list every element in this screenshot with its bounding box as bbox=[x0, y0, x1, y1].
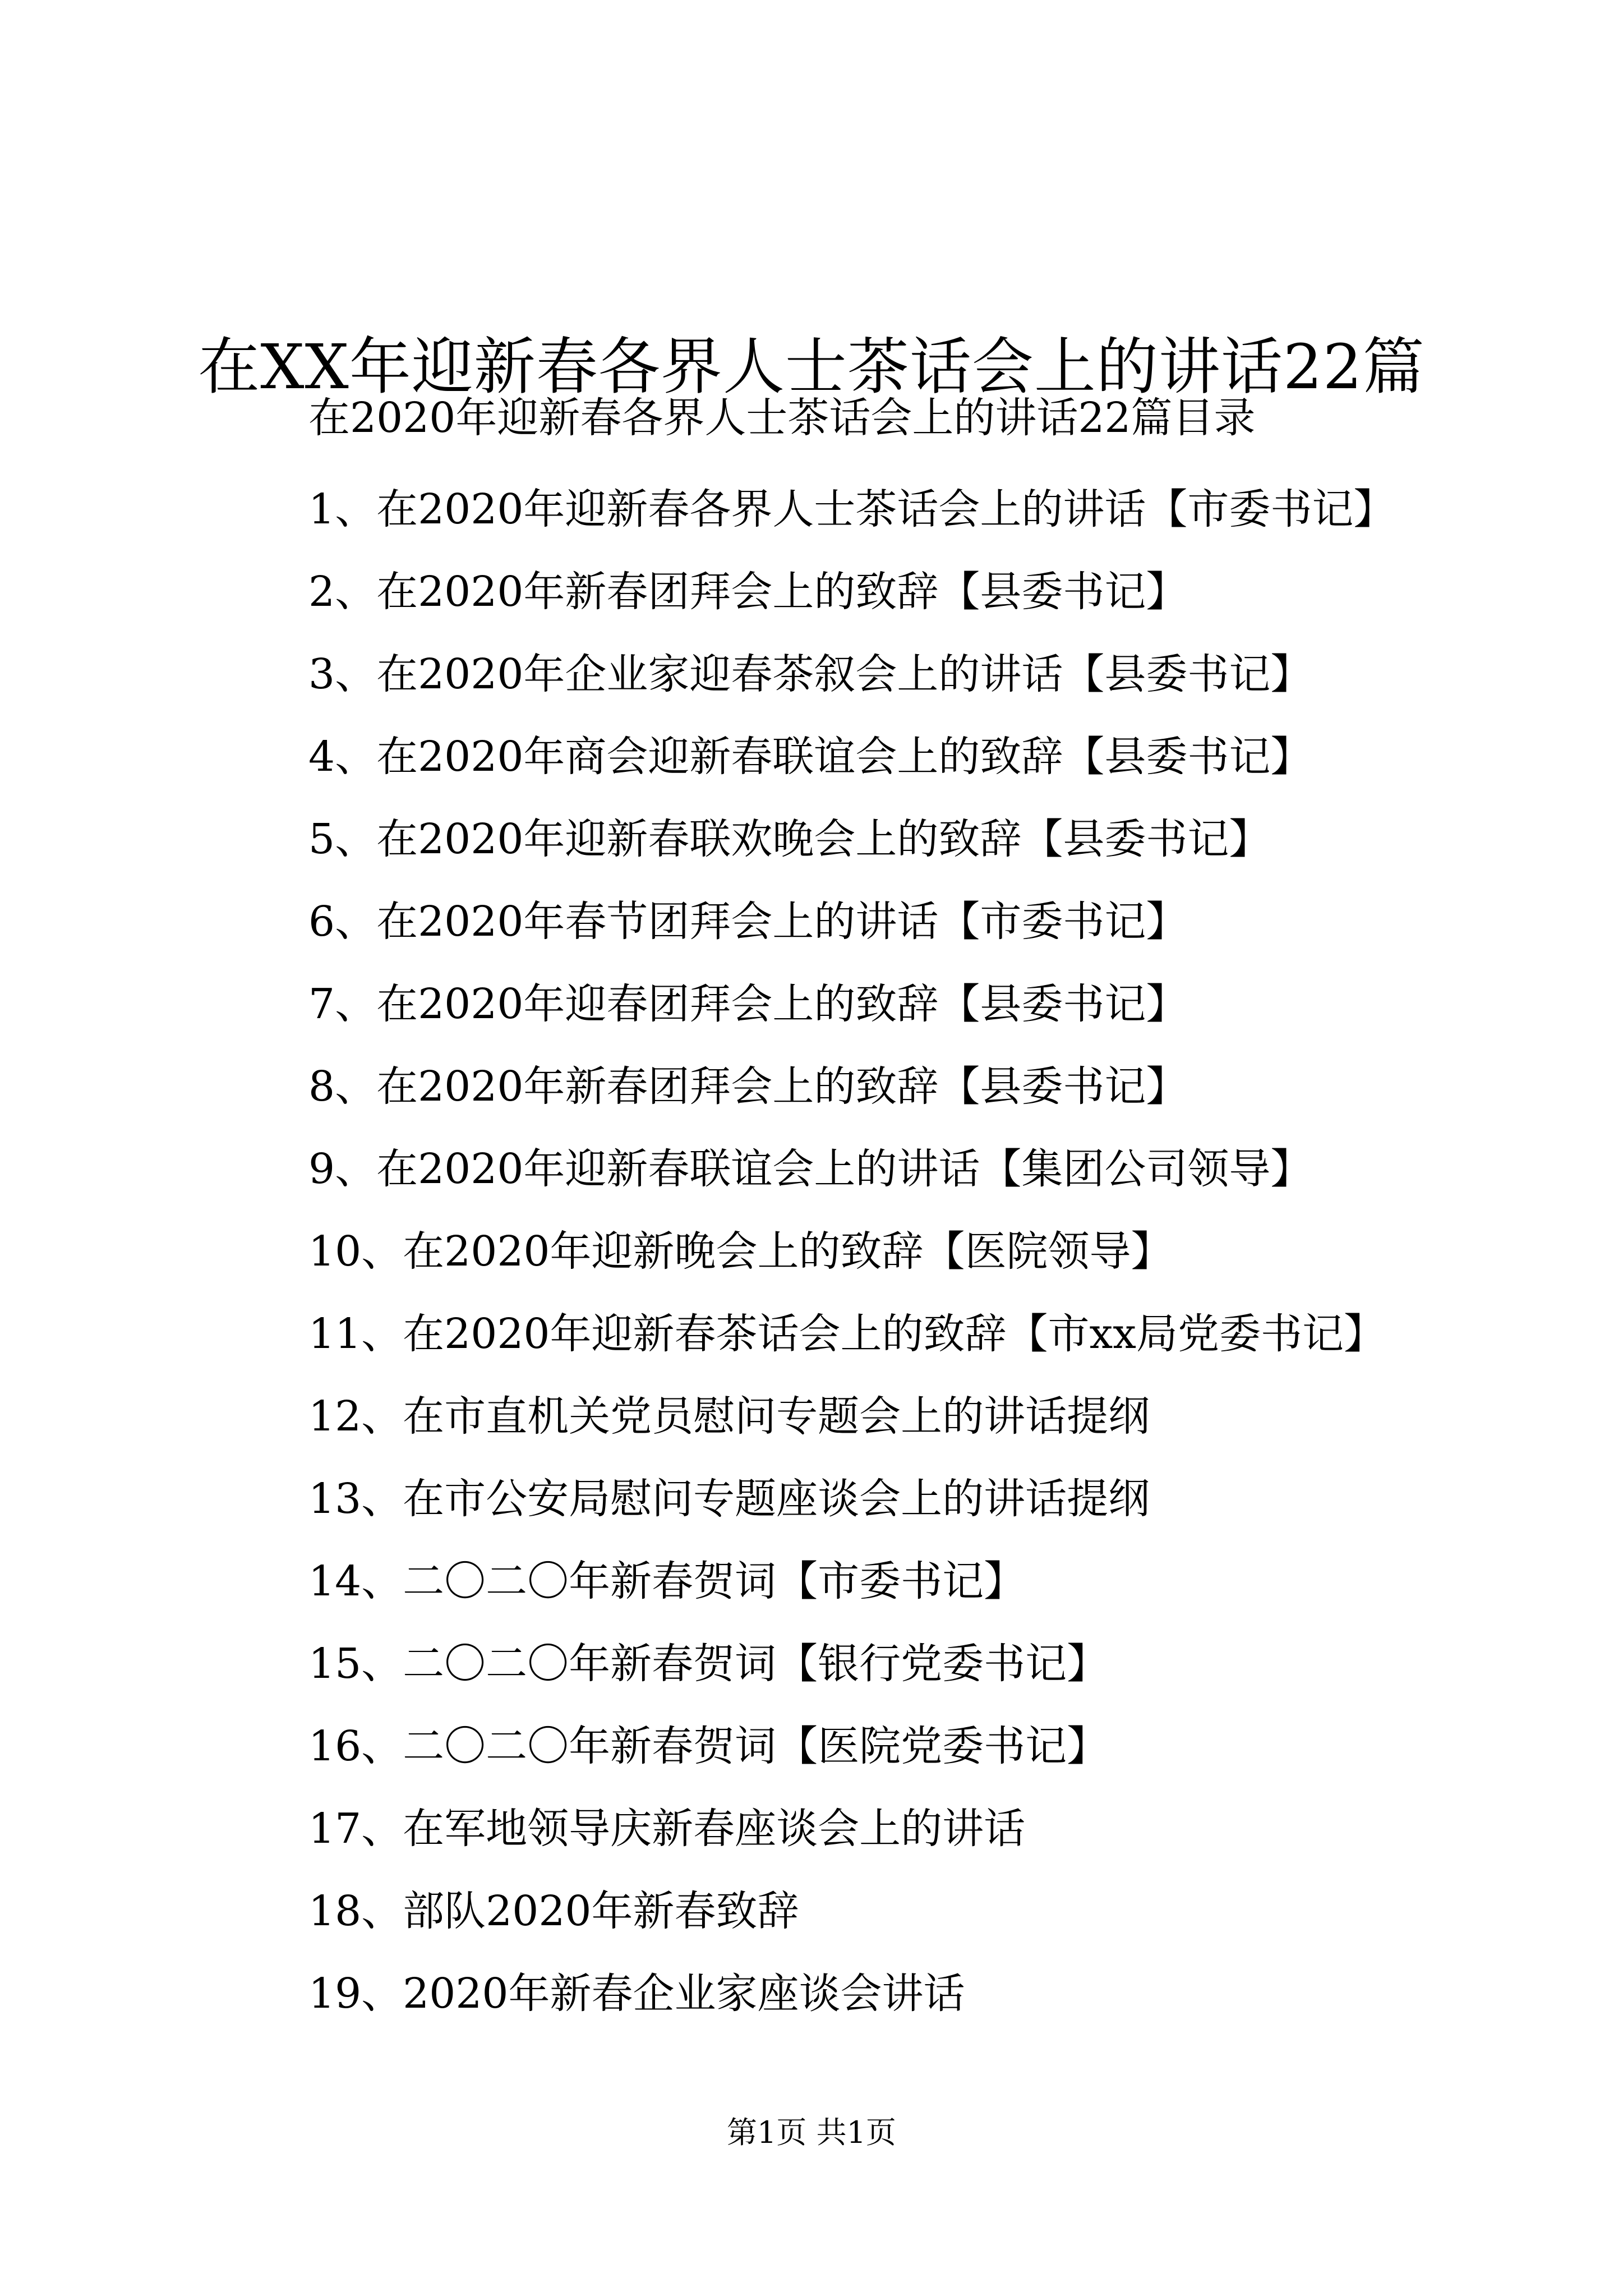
toc-item: 15、二〇二〇年新春贺词【银行党委书记】 bbox=[308, 1640, 1109, 1688]
toc-list bbox=[308, 468, 1565, 2035]
toc-item: 11、在2020年迎新春茶话会上的致辞【市xx局党委书记】 bbox=[308, 1310, 1385, 1358]
toc-item: 6、在2020年春节团拜会上的讲话【市委书记】 bbox=[308, 898, 1188, 946]
toc-item: 10、在2020年迎新晚会上的致辞【医院领导】 bbox=[308, 1227, 1173, 1276]
toc-item: 17、在军地领导庆新春座谈会上的讲话 bbox=[308, 1805, 1026, 1853]
toc-item: 18、部队2020年新春致辞 bbox=[308, 1887, 799, 1935]
toc-item: 1、在2020年迎新春各界人士茶话会上的讲话【市委书记】 bbox=[308, 485, 1395, 533]
toc-item: 16、二〇二〇年新春贺词【医院党委书记】 bbox=[308, 1722, 1109, 1770]
toc-item: 12、在市直机关党员慰问专题会上的讲话提纲 bbox=[308, 1392, 1150, 1441]
toc-item: 9、在2020年迎新春联谊会上的讲话【集团公司领导】 bbox=[308, 1145, 1312, 1193]
toc-item: 19、2020年新春企业家座谈会讲话 bbox=[308, 1970, 965, 2018]
toc-item: 8、在2020年新春团拜会上的致辞【县委书记】 bbox=[308, 1062, 1188, 1111]
toc-item: 4、在2020年商会迎新春联谊会上的致辞【县委书记】 bbox=[308, 733, 1312, 781]
toc-item: 2、在2020年新春团拜会上的致辞【县委书记】 bbox=[308, 568, 1188, 616]
toc-heading: 在2020年迎新春各界人士茶话会上的讲话22篇目录 bbox=[308, 394, 1256, 442]
toc-item: 7、在2020年迎春团拜会上的致辞【县委书记】 bbox=[308, 980, 1188, 1028]
page-footer: 第1页 共1页 bbox=[727, 2115, 896, 2150]
toc-item: 14、二〇二〇年新春贺词【市委书记】 bbox=[308, 1557, 1026, 1605]
toc-item: 13、在市公安局慰问专题座谈会上的讲话提纲 bbox=[308, 1475, 1150, 1523]
toc-item: 3、在2020年企业家迎春茶叙会上的讲话【县委书记】 bbox=[308, 650, 1312, 698]
document-title: 在XX年迎新春各界人士茶话会上的讲话22篇 bbox=[198, 330, 1425, 403]
toc-item: 5、在2020年迎新春联欢晚会上的致辞【县委书记】 bbox=[308, 815, 1271, 863]
